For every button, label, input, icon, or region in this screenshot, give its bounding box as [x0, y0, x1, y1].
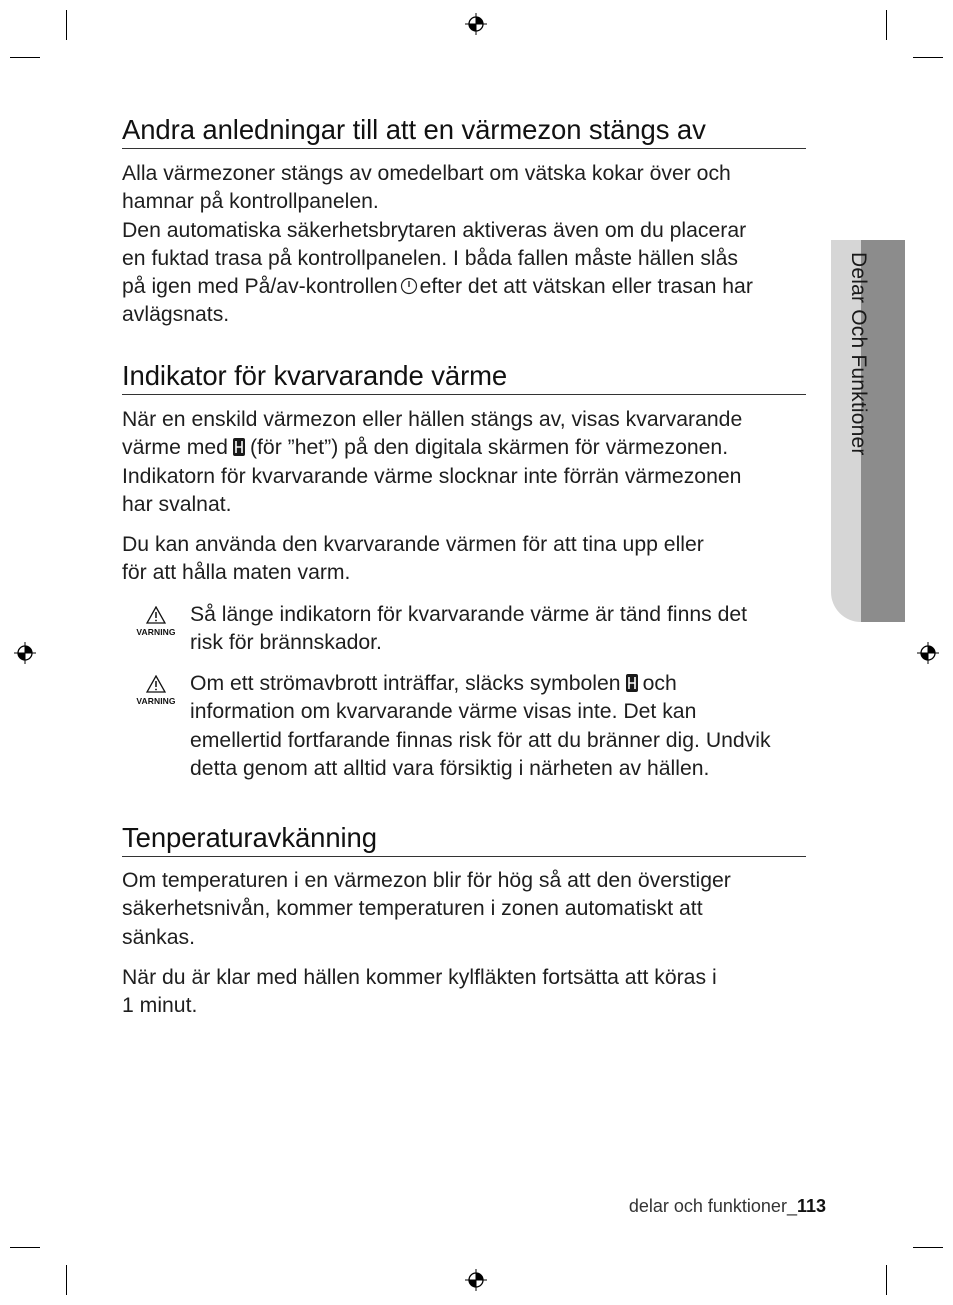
- registration-mark-icon: [14, 642, 36, 664]
- section-temperature-sensing: [122, 822, 822, 1020]
- body-line: sänkas.: [122, 925, 196, 949]
- crop-mark: [66, 10, 67, 40]
- body-text: på igen med På/av-kontrollen: [122, 275, 398, 299]
- body-line: [122, 273, 822, 301]
- body-line: Den automatiska säkerhetsbrytaren aktiveras även om du placerar: [122, 218, 747, 242]
- h-display-icon: [625, 673, 639, 693]
- page-footer: [629, 1196, 826, 1217]
- body-line: hamnar på kontrollpanelen.: [122, 190, 379, 214]
- body-text: (för ”het”) på den digitala skärmen för värmezonen.: [249, 436, 729, 460]
- body-line: Så länge indikatorn för kvarvarande värme är tänd finns det: [190, 603, 748, 626]
- body-line: risk för brännskador.: [190, 631, 382, 655]
- crop-mark: [913, 1247, 943, 1248]
- warning-icon-group: [122, 670, 190, 706]
- h-display-icon: [232, 437, 246, 457]
- body-line: Du kan använda den kvarvarande värmen för att tina upp eller: [122, 533, 704, 557]
- body-text: och: [642, 672, 677, 695]
- section-other-reasons: [122, 114, 822, 330]
- registration-mark-icon: [465, 1269, 487, 1291]
- body-line: Alla värmezoner stängs av omedelbart om vätska kokar över och: [122, 162, 731, 185]
- crop-mark: [10, 1247, 40, 1248]
- footer-text: delar och funktioner_: [628, 1196, 797, 1216]
- crop-mark: [886, 1265, 887, 1295]
- body-line: för att hålla maten varm.: [122, 561, 351, 585]
- warning-label: VARNING: [136, 627, 176, 637]
- body-line: Om temperaturen i en värmezon blir för hög så att den överstiger: [122, 869, 731, 892]
- warning-label: VARNING: [136, 696, 176, 706]
- body-line: har svalnat.: [122, 492, 232, 516]
- body-text: Om ett strömavbrott inträffar, släcks symbolen: [190, 672, 621, 695]
- body-text: värme med: [122, 436, 228, 460]
- side-tab-label: Delar Och Funktioner: [847, 252, 870, 456]
- body-line: detta genom att alltid vara försiktig i närheten av hällen.: [190, 756, 710, 780]
- crop-mark: [886, 10, 887, 40]
- page-number: 113: [796, 1196, 826, 1216]
- body-line: emellertid fortfarande finnas risk för att du bränner dig. Undvik: [190, 728, 771, 752]
- body-line: en fuktad trasa på kontrollpanelen. I båda fallen måste hällen slås: [122, 246, 739, 270]
- warning-triangle-icon: [146, 675, 166, 693]
- registration-mark-icon: [917, 642, 939, 664]
- body-text: efter det att vätskan eller trasan har: [419, 275, 753, 299]
- crop-mark: [10, 57, 40, 58]
- body-line: När en enskild värmezon eller hällen stängs av, visas kvarvarande: [122, 408, 743, 431]
- crop-mark: [913, 57, 943, 58]
- warning-triangle-icon: [146, 606, 166, 624]
- crop-mark: [66, 1265, 67, 1295]
- body-line: information om kvarvarande värme visas inte. Det kan: [190, 700, 697, 724]
- section-heading: Tenperaturavkänning: [122, 822, 806, 857]
- body-line: [190, 670, 771, 698]
- body-line: avlägsnats.: [122, 303, 230, 327]
- power-icon: [400, 277, 418, 295]
- body-line: Indikatorn för kvarvarande värme slocknar inte förrän värmezonen: [122, 464, 742, 488]
- registration-mark-icon: [465, 13, 487, 35]
- body-line: säkerhetsnivån, kommer temperaturen i zonen automatiskt att: [122, 897, 703, 921]
- warning-icon-group: [122, 601, 190, 637]
- body-line: När du är klar med hällen kommer kylfläkten fortsätta att köras i: [122, 965, 717, 989]
- section-heading: Andra anledningar till att en värmezon stängs av: [122, 114, 806, 149]
- section-heading: Indikator för kvarvarande värme: [122, 360, 806, 395]
- section-residual-heat: [122, 360, 822, 588]
- body-line: 1 minut.: [122, 994, 198, 1018]
- body-line: [122, 434, 822, 462]
